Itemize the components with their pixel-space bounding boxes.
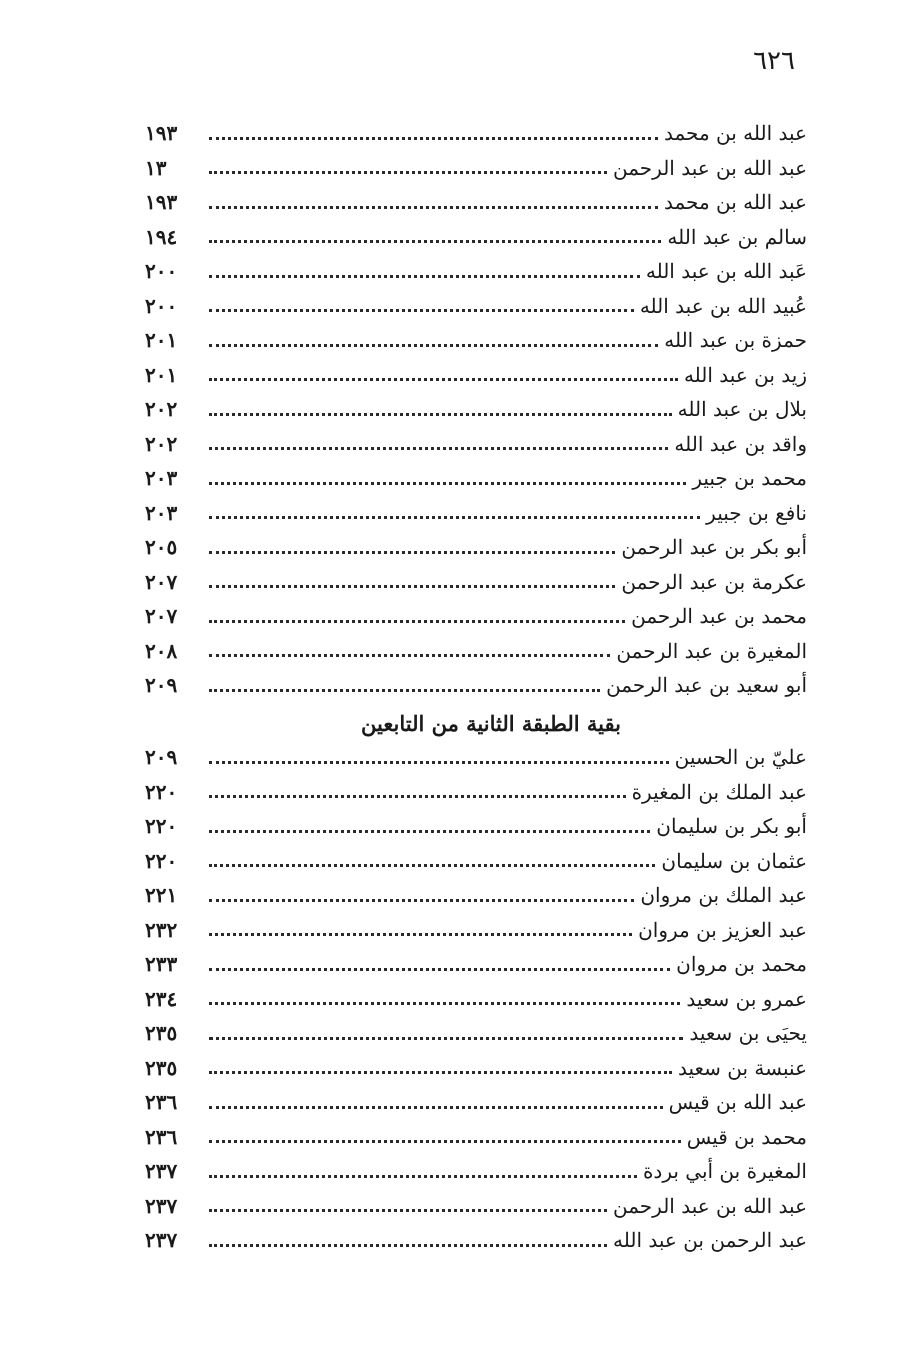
toc-entry-name: عبد الله بن محمد: [663, 121, 807, 146]
dot-leader: [209, 1140, 681, 1143]
toc-entry-page: ٢٠٣: [145, 466, 178, 491]
toc-entry: [145, 1051, 807, 1086]
toc-entry-name: عُبيد الله بن عبد الله: [639, 293, 807, 318]
toc-entry-page: ٢٠٣: [145, 500, 178, 525]
dot-leader: [209, 864, 655, 867]
toc-entry-name: عثمان بن سليمان: [661, 848, 807, 873]
toc-entry-page: ٢٢٠: [145, 779, 178, 804]
dot-leader: [209, 620, 625, 623]
dot-leader: [209, 933, 632, 936]
dot-leader: [209, 447, 668, 450]
dot-leader: [209, 1002, 680, 1005]
dot-leader: [209, 171, 607, 174]
toc-entry: [145, 461, 807, 496]
toc-entry-page: ٢٠٧: [145, 569, 178, 594]
toc-entry-page: ٢٠٢: [145, 397, 178, 422]
toc-entry: [145, 530, 807, 565]
toc-entry: [145, 392, 807, 427]
dot-leader: [209, 206, 658, 209]
dot-leader: [209, 516, 700, 519]
dot-leader: [209, 551, 615, 554]
toc-entry: [145, 427, 807, 462]
toc-entry: [145, 740, 807, 775]
toc-entry-page: ٢٣٣: [145, 952, 178, 977]
toc-entry: [145, 565, 807, 600]
toc-entry-page: ٢٠٧: [145, 604, 178, 629]
toc-list-bottom: [145, 740, 807, 1258]
dot-leader: [209, 1209, 607, 1212]
toc-entry-name: محمد بن جبير: [692, 466, 807, 491]
dot-leader: [209, 654, 610, 657]
dot-leader: [209, 137, 658, 140]
toc-entry-name: عبد الله بن قيس: [668, 1090, 807, 1115]
toc-entry-page: ١٣: [145, 155, 167, 180]
toc-entry: [145, 220, 807, 255]
toc-entry-name: عبد الملك بن المغيرة: [631, 779, 807, 804]
toc-entry-page: ٢٢٠: [145, 814, 178, 839]
dot-leader: [209, 413, 672, 416]
toc-entry-page: ٢٣٤: [145, 986, 178, 1011]
dot-leader: [209, 761, 669, 764]
dot-leader: [209, 899, 634, 902]
toc-entry: [145, 947, 807, 982]
dot-leader: [209, 585, 615, 588]
toc-entry: [145, 323, 807, 358]
toc-list-top: [145, 116, 807, 703]
dot-leader: [209, 1037, 683, 1040]
toc-entry: [145, 913, 807, 948]
dot-leader: [209, 378, 678, 381]
toc-entry-name: عبد الرحمن بن عبد الله: [613, 1228, 807, 1253]
toc-entry: [145, 775, 807, 810]
toc-entry: [145, 1223, 807, 1258]
dot-leader: [209, 1071, 672, 1074]
toc-entry: [145, 358, 807, 393]
toc-entry-name: أبو بكر بن عبد الرحمن: [621, 535, 807, 560]
toc-entry-page: ٢٣٧: [145, 1159, 178, 1184]
dot-leader: [209, 795, 626, 798]
section-heading: بقية الطبقة الثانية من التابعين: [361, 711, 621, 736]
toc-entry-name: نافع بن جبير: [706, 500, 807, 525]
toc-entry: [145, 1154, 807, 1189]
dot-leader: [209, 482, 686, 485]
toc-entry-page: ١٩٣: [145, 190, 178, 215]
dot-leader: [209, 240, 661, 243]
toc-entry: [145, 668, 807, 703]
toc-entry: [145, 1016, 807, 1051]
toc-entry-page: ٢٣٥: [145, 1021, 178, 1046]
toc-entry-name: أبو بكر بن سليمان: [656, 814, 807, 839]
toc-entry-name: عبد الله بن عبد الرحمن: [613, 1193, 807, 1218]
toc-entry: [145, 151, 807, 186]
toc-entry-page: ١٩٤: [145, 224, 178, 249]
toc-entry-page: ٢٣٧: [145, 1228, 178, 1253]
toc-entry-name: عبد الله بن عبد الرحمن: [613, 155, 807, 180]
dot-leader: [209, 275, 640, 278]
toc-entry: [145, 1120, 807, 1155]
toc-entry-name: عبد العزيز بن مروان: [638, 917, 807, 942]
dot-leader: [209, 309, 634, 312]
toc-entry-page: ٢٣٥: [145, 1055, 178, 1080]
toc-entry-name: محمد بن قيس: [686, 1124, 807, 1149]
toc-entry: [145, 496, 807, 531]
toc-entry-page: ٢٠١: [145, 328, 178, 353]
toc-entry-page: ٢٢١: [145, 883, 178, 908]
dot-leader: [209, 1106, 663, 1109]
toc-entry-name: عَبد الله بن عبد الله: [645, 259, 807, 284]
toc-entry-page: ٢٣٦: [145, 1090, 178, 1115]
toc-entry-name: حمزة بن عبد الله: [664, 328, 807, 353]
toc-entry-name: محمد بن عبد الرحمن: [631, 604, 807, 629]
toc-entry: [145, 982, 807, 1017]
toc-entry-page: ٢٠٠: [145, 293, 178, 318]
toc-entry-page: ٢٢٠: [145, 848, 178, 873]
page-number: ٦٢٦: [753, 46, 795, 76]
toc-entry: [145, 289, 807, 324]
toc-entry-page: ٢٠٩: [145, 673, 178, 698]
toc-entry: [145, 878, 807, 913]
toc-entry: [145, 1085, 807, 1120]
toc-entry-name: عكرمة بن عبد الرحمن: [621, 569, 807, 594]
toc-entry: [145, 634, 807, 669]
toc-entry: [145, 599, 807, 634]
toc-entry: [145, 254, 807, 289]
dot-leader: [209, 344, 658, 347]
toc-entry-name: زيد بن عبد الله: [683, 362, 807, 387]
toc-entry-page: ٢٠١: [145, 362, 178, 387]
toc-entry: [145, 809, 807, 844]
toc-entry-page: ٢٠٢: [145, 431, 178, 456]
toc-entry: [145, 185, 807, 220]
toc-entry-name: عبد الله بن محمد: [663, 190, 807, 215]
toc-entry-name: عليّ بن الحسين: [674, 745, 807, 770]
toc-entry-name: عنبسة بن سعيد: [677, 1055, 807, 1080]
toc-entry-name: محمد بن مروان: [676, 952, 807, 977]
toc-entry-page: ٢٣٢: [145, 917, 178, 942]
toc-entry-page: ٢٣٦: [145, 1124, 178, 1149]
toc-entry-name: أبو سعيد بن عبد الرحمن: [606, 673, 807, 698]
dot-leader: [209, 1175, 637, 1178]
toc-entry-name: واقد بن عبد الله: [674, 431, 807, 456]
toc-entry-name: المغيرة بن عبد الرحمن: [616, 638, 807, 663]
toc-entry-page: ٢٣٧: [145, 1193, 178, 1218]
toc-entry-page: ٢٠٨: [145, 638, 178, 663]
dot-leader: [209, 689, 600, 692]
toc-entry: [145, 116, 807, 151]
toc-entry: [145, 1189, 807, 1224]
toc-entry-name: يحيَى بن سعيد: [689, 1021, 807, 1046]
toc-entry: [145, 844, 807, 879]
toc-entry-page: ١٩٣: [145, 121, 178, 146]
dot-leader: [209, 1244, 607, 1247]
toc-entry-name: عبد الملك بن مروان: [640, 883, 807, 908]
dot-leader: [209, 968, 670, 971]
toc-entry-page: ٢٠٥: [145, 535, 178, 560]
toc-entry-name: عمرو بن سعيد: [686, 986, 807, 1011]
toc-entry-name: بلال بن عبد الله: [677, 397, 807, 422]
toc-entry-page: ٢٠٠: [145, 259, 178, 284]
toc-entry-name: المغيرة بن أبي بردة: [642, 1159, 807, 1184]
dot-leader: [209, 830, 650, 833]
toc-entry-name: سالم بن عبد الله: [667, 224, 807, 249]
toc-entry-page: ٢٠٩: [145, 745, 178, 770]
